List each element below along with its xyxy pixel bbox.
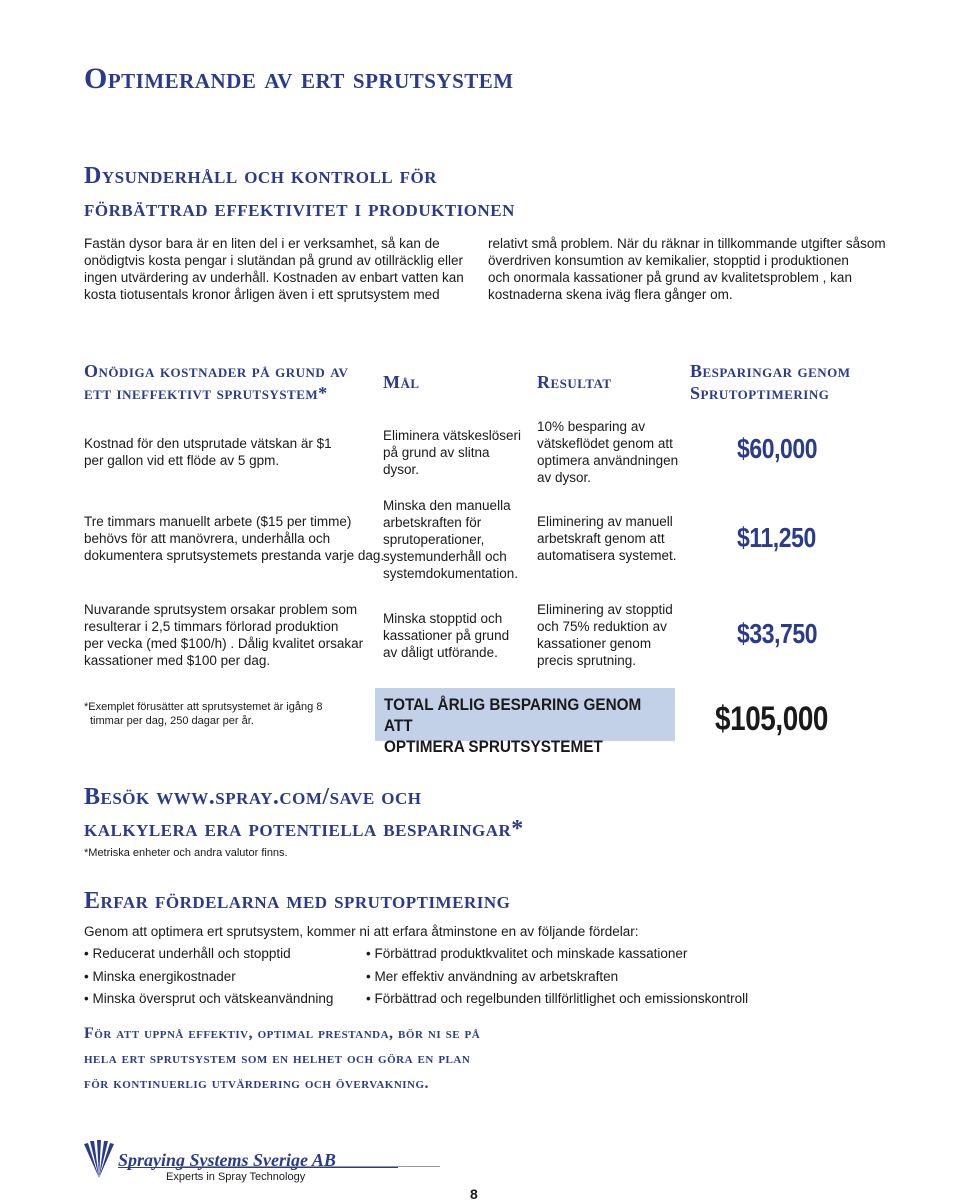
total-label-line: OPTIMERA SPRUTSYSTEMET <box>384 737 603 756</box>
result-line: Eliminering av manuell <box>537 514 673 529</box>
col-header-goal: Mål <box>383 372 420 392</box>
total-amount: $105,000 <box>715 700 829 738</box>
result-line: vätskeflödet genom att <box>537 436 673 451</box>
company-logo-name: Spraying Systems Sverige AB <box>118 1150 336 1170</box>
goal-line: Eliminera vätskeslöseri <box>383 428 522 443</box>
visit-heading-line1: Besök www.spray.com/save och <box>84 784 422 810</box>
closing-line: hela ert sprutsystem som en helhet och göra en plan <box>84 1050 471 1067</box>
intro-left-line: Fastän dysor bara är en liten del i er verksamhet, så kan de <box>84 236 440 251</box>
closing-line: För att uppnå effektiv, optimal prestanda, bör ni se på <box>84 1025 481 1042</box>
section-heading-line2: förbättrad effektivitet i produktionen <box>84 196 515 222</box>
benefit-left-3: • Minska översprut och vätskeanvändning <box>84 991 334 1006</box>
goal-line: arbetskraften för <box>383 515 482 530</box>
intro-right-line: kostnaderna skena iväg flera gånger om. <box>488 287 733 302</box>
cost-line: per gallon vid ett flöde av 5 gpm. <box>84 453 280 468</box>
row1-cost <box>84 435 332 469</box>
col-header-savings-line2: Sprutoptimering <box>690 383 830 403</box>
result-line: av dysor. <box>537 470 592 485</box>
goal-line: sprutoperationer, <box>383 532 485 547</box>
row2-result <box>537 513 677 564</box>
page-title: Optimerande av ert sprutsystem <box>84 62 514 95</box>
intro-left-column <box>84 235 464 303</box>
cost-line: Tre timmars manuellt arbete ($15 per timme) <box>84 514 352 529</box>
result-line: optimera användningen <box>537 453 679 468</box>
company-tagline: Experts in Spray Technology <box>166 1171 306 1183</box>
row3-goal <box>383 610 509 661</box>
benefit-left-1: • Reducerat underhåll och stopptid <box>84 946 291 961</box>
footnote-line: timmar per dag, 250 dagar per år. <box>90 715 254 727</box>
col-header-savings <box>690 360 851 404</box>
cost-line: resulterar i 2,5 timmars förlorad produktion <box>84 619 339 634</box>
col-header-costs-line2: ett ineffektivt sprutsystem* <box>84 383 328 403</box>
benefit-right-2: • Mer effektiv användning av arbetskraften <box>366 969 619 984</box>
intro-right-column <box>488 235 888 303</box>
table-footnote <box>84 700 322 728</box>
row3-saving: $33,750 <box>737 618 818 649</box>
result-line: 10% besparing av <box>537 419 646 434</box>
visit-heading-line2: kalkylera era potentiella besparingar* <box>84 816 524 842</box>
result-line: Eliminering av stopptid <box>537 602 673 617</box>
col-header-costs <box>84 360 348 404</box>
spray-fan-icon <box>82 1138 116 1180</box>
closing-line: för kontinuerlig utvärdering och övervakning. <box>84 1075 430 1092</box>
benefit-left-2: • Minska energikostnader <box>84 969 236 984</box>
row3-result <box>537 601 673 669</box>
row3-cost <box>84 601 363 669</box>
result-line: kassationer genom <box>537 636 652 651</box>
result-line: och 75% reduktion av <box>537 619 667 634</box>
intro-left-line: onödigtvis kosta pengar i slutändan på grund av otillräcklig eller <box>84 253 463 268</box>
cost-line: kassationer med $100 per dag. <box>84 653 271 668</box>
logo-underline <box>118 1167 398 1168</box>
benefit-right-1: • Förbättrad produktkvalitet och minskade kassationer <box>366 946 688 961</box>
goal-line: systemdokumentation. <box>383 566 519 581</box>
cost-line: Kostnad för den utsprutade vätskan är $1 <box>84 436 332 451</box>
intro-left-line: ingen utvärdering av underhåll. Kostnaden av enbart vatten kan <box>84 270 464 285</box>
page-number: 8 <box>470 1186 478 1202</box>
benefit-right-3: • Förbättrad och regelbunden tillförlitlighet och emissionskontroll <box>366 991 749 1006</box>
section-heading-line1: Dysunderhåll och kontroll för <box>84 163 438 189</box>
result-line: precis sprutning. <box>537 653 637 668</box>
intro-right-line: och onormala kassationer på grund av kvalitetsproblem , kan <box>488 270 852 285</box>
goal-line: av dåligt utförande. <box>383 645 498 660</box>
goal-line: dysor. <box>383 462 420 477</box>
row2-saving: $11,250 <box>737 522 816 553</box>
row1-saving: $60,000 <box>737 433 818 464</box>
intro-right-line: relativt små problem. När du räknar in tillkommande utgifter såsom <box>488 236 886 251</box>
cost-line: dokumentera sprutsystemets prestanda varje dag. <box>84 548 385 563</box>
result-line: automatisera systemet. <box>537 548 677 563</box>
footnote-line: *Exemplet förusätter att sprutsystemet är igång 8 <box>84 701 323 713</box>
row2-cost <box>84 513 384 564</box>
row1-result <box>537 418 678 486</box>
logo-rule <box>180 1166 440 1167</box>
row1-goal <box>383 427 521 478</box>
goal-line: på grund av slitna <box>383 445 490 460</box>
total-label-line: TOTAL ÅRLIG BESPARING GENOM ATT <box>384 695 642 735</box>
intro-left-line: kosta tiotusentals kronor årligen även i ett sprutsystem med <box>84 287 440 302</box>
goal-line: Minska den manuella <box>383 498 511 513</box>
visit-note: *Metriska enheter och andra valutor finns. <box>84 847 288 859</box>
col-header-costs-line1: Onödiga kostnader på grund av <box>84 361 349 381</box>
result-line: arbetskraft genom att <box>537 531 665 546</box>
cost-line: per vecka (med $100/h) . Dålig kvalitet orsakar <box>84 636 364 651</box>
cost-line: Nuvarande sprutsystem orsakar problem som <box>84 602 358 617</box>
benefits-heading: Erfar fördelarna med sprutoptimering <box>84 888 511 914</box>
total-label <box>384 694 645 757</box>
goal-line: kassationer på grund <box>383 628 510 643</box>
goal-line: systemunderhåll och <box>383 549 507 564</box>
benefits-intro: Genom att optimera ert sprutsystem, kommer ni att erfara åtminstone en av följande fördelar: <box>84 924 639 939</box>
goal-line: Minska stopptid och <box>383 611 503 626</box>
intro-right-line: överdriven konsumtion av kemikalier, stopptid i produktionen <box>488 253 849 268</box>
col-header-result: Resultat <box>537 372 612 392</box>
row2-goal <box>383 497 518 582</box>
closing-text <box>84 1021 480 1096</box>
cost-line: behövs för att manövrera, underhålla och <box>84 531 331 546</box>
col-header-savings-line1: Besparingar genom <box>690 361 851 381</box>
